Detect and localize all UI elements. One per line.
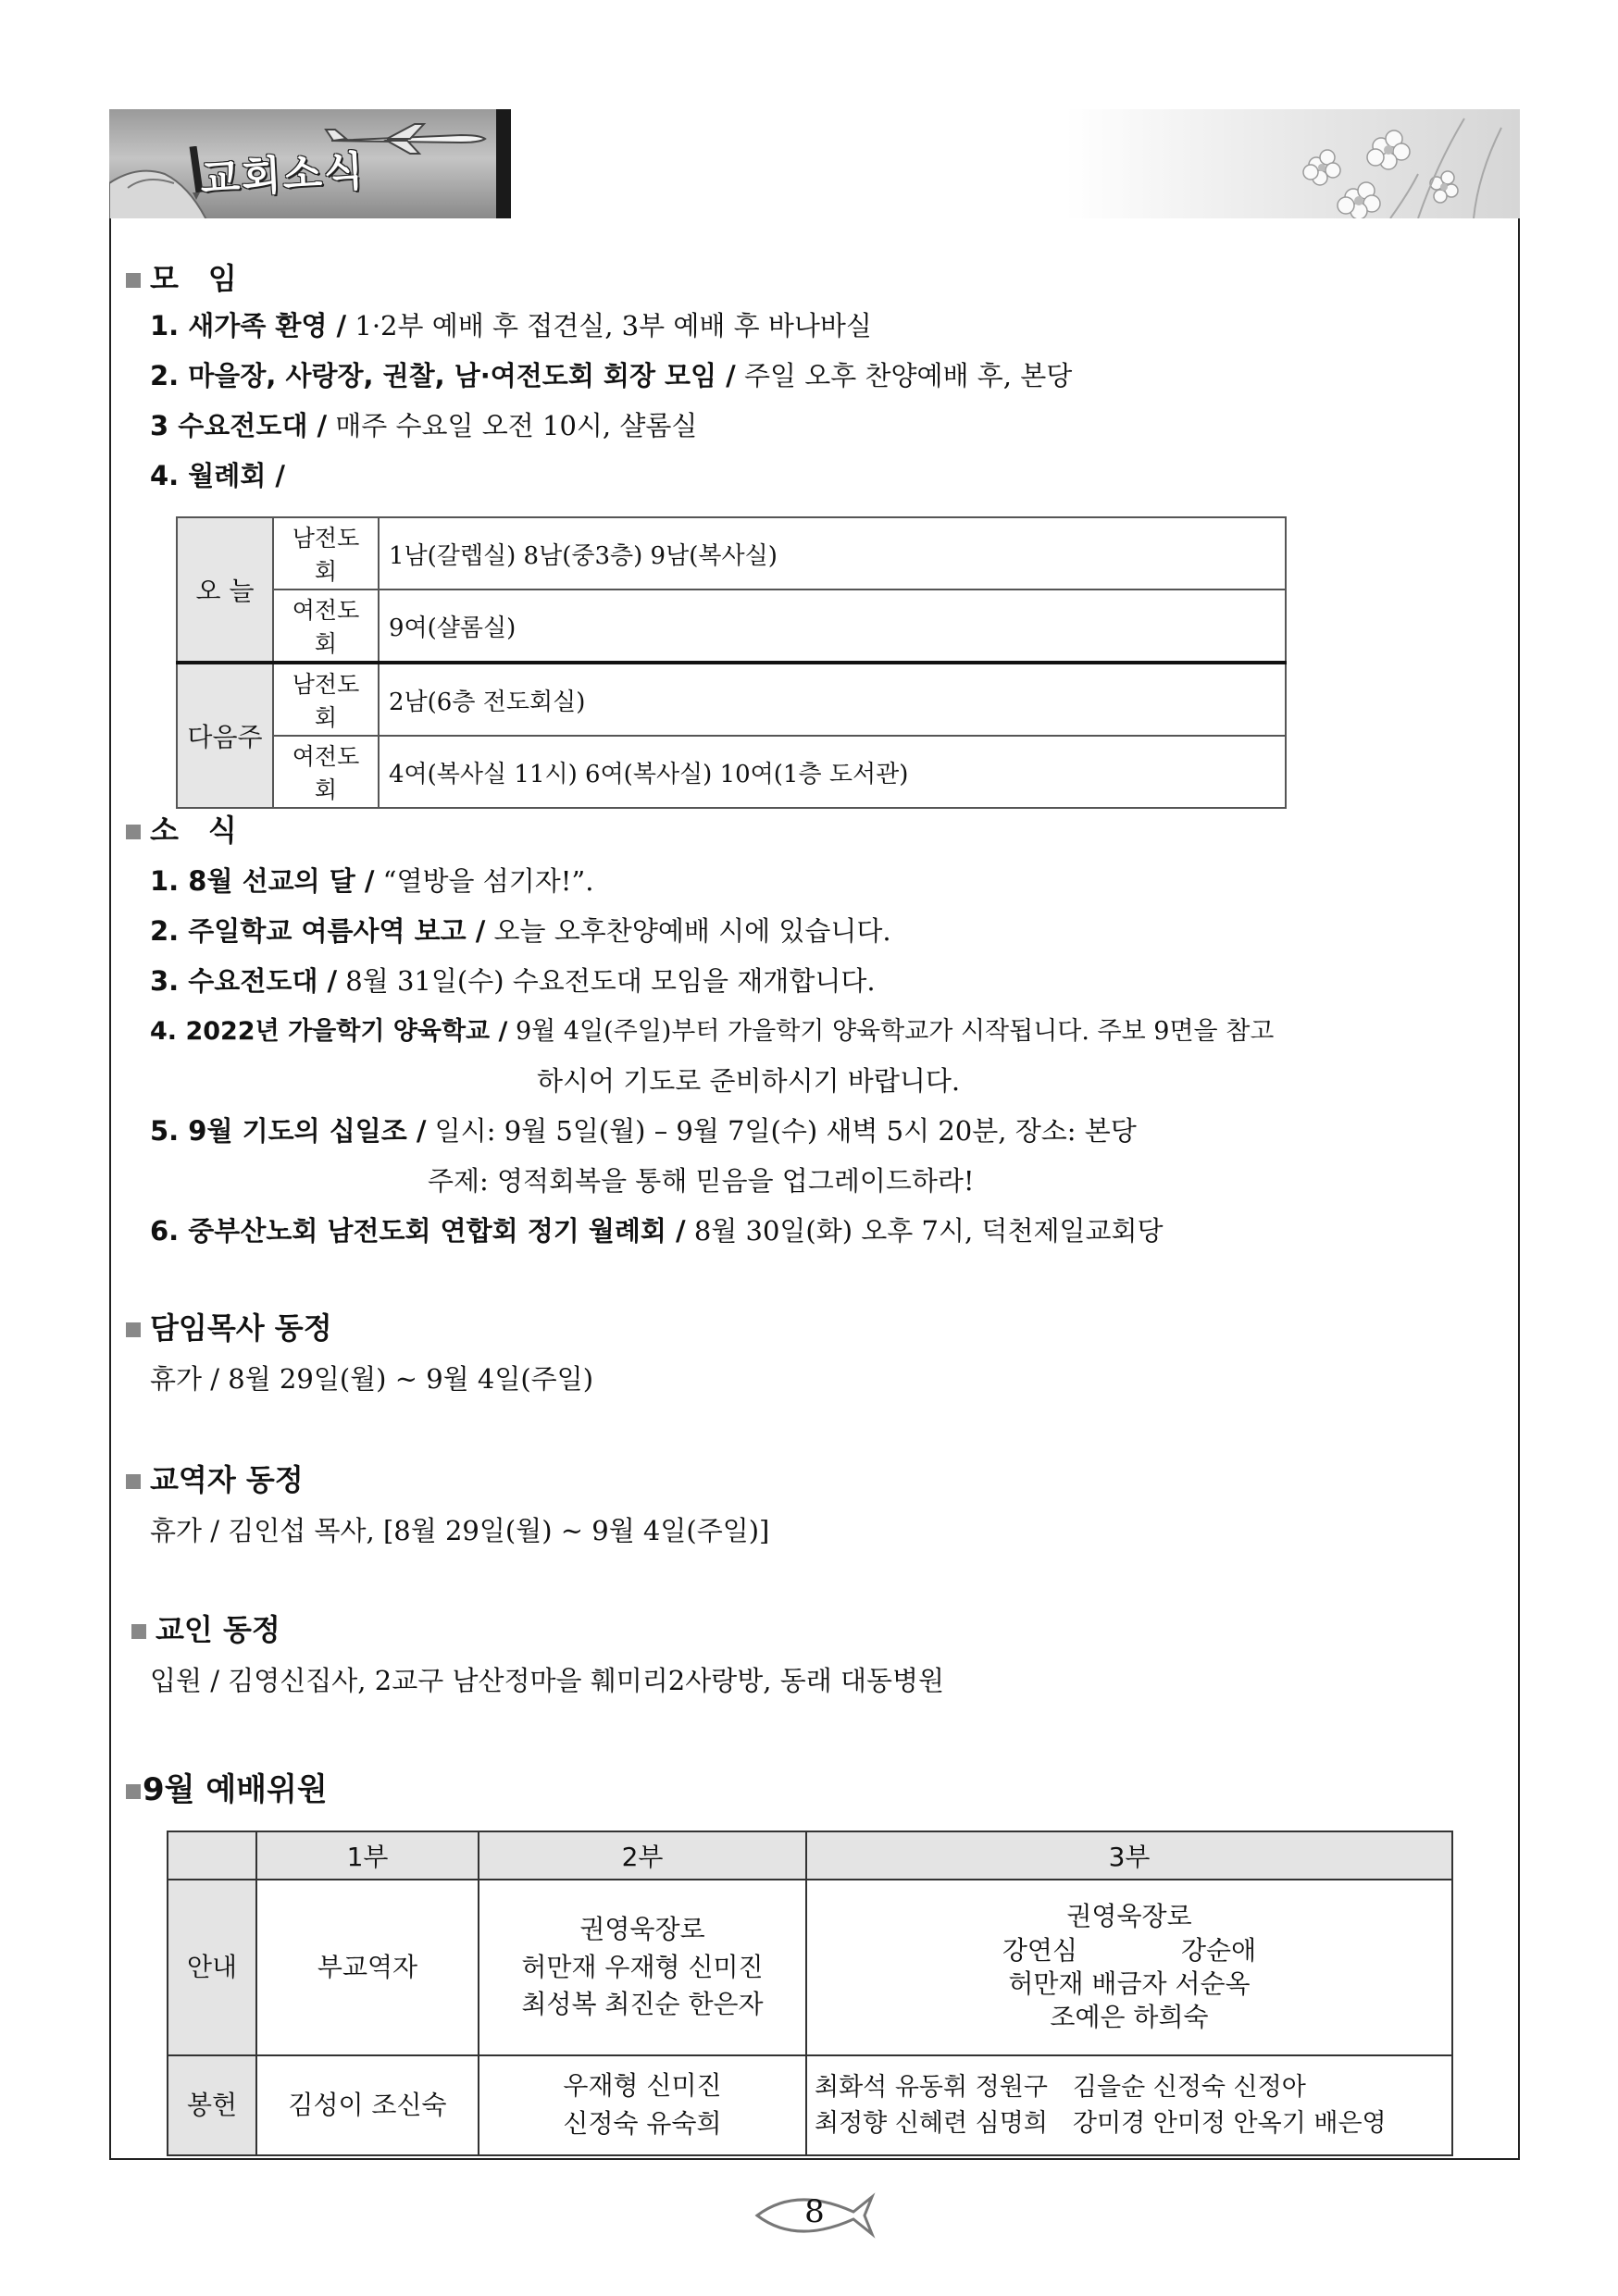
meeting-label: 3 수요전도대 / — [150, 410, 328, 441]
square-bullet-icon — [126, 825, 141, 839]
monthly-meeting-table — [176, 516, 1287, 809]
cell-line: 권영욱장로 — [1066, 1901, 1192, 1932]
column-header: 3부 — [806, 1831, 1452, 1880]
section-title: 교회소식 — [199, 147, 367, 204]
table-row — [177, 736, 1286, 808]
square-bullet-icon — [126, 1322, 141, 1337]
meeting-label: 2. 마을장, 사랑장, 권찰, 남·여전도회 회장 모임 / — [150, 360, 736, 391]
table-header-row — [168, 1831, 1452, 1880]
table-row — [177, 663, 1286, 736]
pastor-heading — [126, 1305, 332, 1347]
meeting-text: 매주 수요일 오전 10시, 샬롬실 — [327, 410, 698, 441]
pastor-text: 휴가 / 8월 29일(월) ~ 9월 4일(주일) — [150, 1363, 594, 1395]
meetings-heading-text: 모 임 — [150, 261, 237, 296]
news-item-continuation: 주제: 영적회복을 통해 믿음을 업그레이드하라! — [428, 1165, 975, 1197]
page-number — [750, 2184, 879, 2245]
news-label: 1. 8월 선교의 달 / — [150, 865, 375, 897]
cell-line: 강연심 강순애 — [1002, 1934, 1257, 1966]
header-background — [511, 109, 1520, 218]
table-cell — [806, 1880, 1452, 2055]
detail-cell: 2남(6층 전도회실) — [379, 663, 1286, 736]
members-heading — [131, 1607, 280, 1649]
news-item — [150, 861, 593, 899]
pastor-heading-text: 담임목사 동정 — [150, 1310, 332, 1346]
cell-line: 허만재 배금자 서순옥 — [1008, 1968, 1251, 1999]
square-bullet-icon — [131, 1624, 146, 1639]
news-text: “열방을 섬기자!”. — [374, 865, 594, 897]
group-cell-today: 오 늘 — [177, 517, 273, 663]
news-heading-text: 소 식 — [150, 813, 237, 848]
square-bullet-icon — [126, 1784, 141, 1799]
news-label: 5. 9월 기도의 십일조 / — [150, 1115, 427, 1147]
cell-line: 조예은 하희숙 — [1050, 2002, 1209, 2033]
cell-line: 최화석 유동휘 정원구 김을순 신정숙 신정아 — [815, 2072, 1306, 2102]
table-row — [168, 2055, 1452, 2155]
column-header: 2부 — [479, 1831, 806, 1880]
staff-heading — [126, 1457, 304, 1499]
news-heading — [126, 807, 237, 850]
table-cell — [256, 2055, 479, 2155]
square-bullet-icon — [126, 273, 141, 288]
cell-line: 최정향 신혜련 심명희 강미경 안미정 안옥기 배은영 — [815, 2109, 1387, 2138]
header-divider — [496, 109, 511, 218]
news-item — [150, 1111, 1137, 1148]
corner-cell — [168, 1831, 256, 1880]
sub-cell: 여전도회 — [273, 736, 379, 808]
news-item — [150, 961, 876, 999]
sub-cell: 여전도회 — [273, 590, 379, 663]
news-label: 3. 수요전도대 / — [150, 965, 338, 997]
worship-heading-text: 9월 예배위원 — [143, 1771, 328, 1808]
cell-line: 최성복 최진순 한은자 — [521, 1989, 764, 2020]
cell-line: 신정숙 유숙희 — [563, 2108, 722, 2139]
news-text: 오늘 오후찬양예배 시에 있습니다. — [485, 915, 891, 947]
page-header — [109, 109, 1520, 218]
row-header: 봉헌 — [168, 2055, 256, 2155]
members-heading-text: 교인 동정 — [156, 1612, 280, 1647]
cell-line: 우재형 신미진 — [563, 2070, 722, 2102]
detail-cell: 4여(복사실 11시) 6여(복사실) 10여(1층 도서관) — [379, 736, 1286, 808]
table-cell — [806, 2055, 1452, 2155]
table-row — [177, 590, 1286, 663]
group-cell-next-week: 다음주 — [177, 663, 273, 808]
meeting-item — [150, 305, 872, 343]
news-text: 9월 4일(주일)부터 가을학기 양육학교가 시작됩니다. 주보 9면을 참고 — [507, 1017, 1275, 1046]
table-cell — [479, 1880, 806, 2055]
flower-decoration — [1279, 109, 1520, 218]
header-image — [109, 109, 496, 218]
meeting-label: 4. 월례회 / — [150, 460, 286, 491]
square-bullet-icon — [126, 1474, 141, 1489]
news-label: 2. 주일학교 여름사역 보고 / — [150, 915, 486, 947]
column-header: 1부 — [256, 1831, 479, 1880]
news-text: 8월 31일(수) 수요전도대 모임을 재개합니다. — [337, 965, 876, 997]
members-text: 입원 / 김영신집사, 2교구 남산정마을 훼미리2사랑방, 동래 대동병원 — [150, 1665, 945, 1696]
news-item — [150, 911, 891, 949]
table-cell — [479, 2055, 806, 2155]
row-header: 안내 — [168, 1880, 256, 2055]
sub-cell: 남전도회 — [273, 663, 379, 736]
meetings-heading — [126, 255, 237, 298]
cell-line: 권영욱장로 — [579, 1914, 705, 1945]
meeting-label: 1. 새가족 환영 / — [150, 310, 347, 341]
meeting-text: 1·2부 예배 후 접견실, 3부 예배 후 바나바실 — [346, 310, 872, 341]
news-item — [150, 1210, 1164, 1248]
sub-cell: 남전도회 — [273, 517, 379, 590]
news-text: 8월 30일(화) 오후 7시, 덕천제일교회당 — [685, 1215, 1164, 1247]
meeting-item — [150, 405, 697, 443]
staff-heading-text: 교역자 동정 — [150, 1462, 304, 1497]
news-label: 4. 2022년 가을학기 양육학교 / — [150, 1017, 508, 1046]
detail-cell: 1남(갈렙실) 8남(중3층) 9남(복사실) — [379, 517, 1286, 590]
news-text: 일시: 9월 5일(월) – 9월 7일(수) 새벽 5시 20분, 장소: 본당 — [426, 1115, 1137, 1147]
news-item-continuation: 하시어 기도로 준비하시기 바랍니다. — [537, 1065, 961, 1097]
news-label: 6. 중부산노회 남전도회 연합회 정기 월례회 / — [150, 1215, 686, 1247]
news-item — [150, 1011, 1274, 1047]
table-row — [177, 517, 1286, 590]
worship-heading — [126, 1764, 328, 1809]
worship-committee-table — [167, 1831, 1453, 2156]
meeting-item — [150, 355, 1072, 393]
cell-line: 김성이 조신숙 — [288, 2089, 447, 2120]
table-row — [168, 1880, 1452, 2055]
cell-line: 허만재 우재형 신미진 — [521, 1951, 764, 1982]
detail-cell: 9여(샬롬실) — [379, 590, 1286, 663]
table-cell — [256, 1880, 479, 2055]
staff-text: 휴가 / 김인섭 목사, [8월 29일(월) ~ 9월 4일(주일)] — [150, 1515, 770, 1546]
meeting-item — [150, 455, 285, 493]
meeting-text: 주일 오후 찬양예배 후, 본당 — [735, 360, 1073, 391]
page-number-text: 8 — [804, 2193, 825, 2230]
cell-line: 부교역자 — [317, 1951, 418, 1982]
